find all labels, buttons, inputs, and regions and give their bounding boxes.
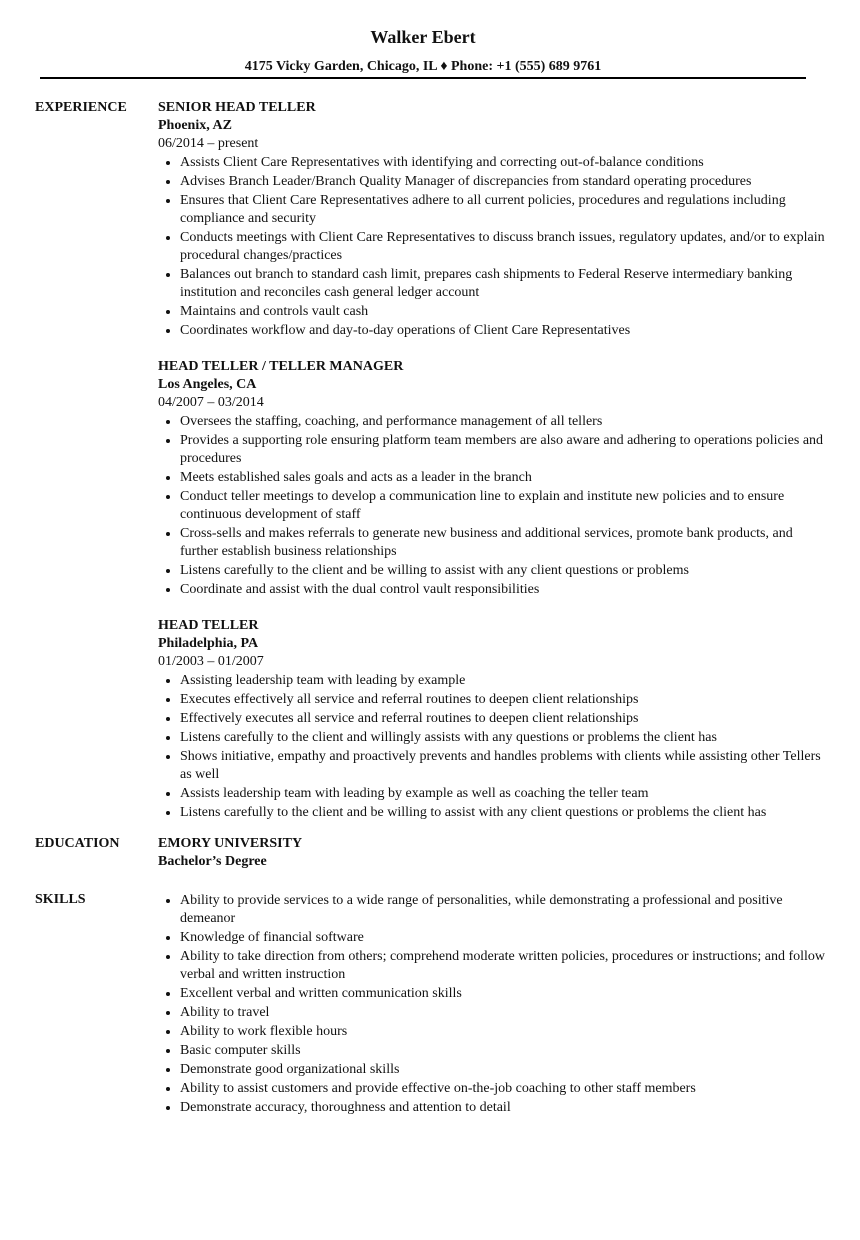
job-location: Los Angeles, CA <box>158 377 257 392</box>
skill-item: • Ability to take direction from others; comprehend moderate written policies, procedures or instructions; and follow verbal and written instruction <box>180 947 828 984</box>
section-title-education: EDUCATION <box>35 836 120 851</box>
bullet-item: • Assisting leadership team with leading by example <box>180 671 828 690</box>
bullet-item: • Coordinate and assist with the dual control vault responsibilities <box>180 580 828 599</box>
bullet-item: • Ensures that Client Care Representatives adhere to all current policies, procedures and regulations including compliance and security <box>180 191 828 228</box>
experience-body <box>158 99 828 840</box>
job-bullets <box>158 412 828 599</box>
bullet-item: • Assists leadership team with leading by example as well as coaching the teller team <box>180 784 828 803</box>
job-title: HEAD TELLER / TELLER MANAGER <box>158 359 404 374</box>
degree: Bachelor’s Degree <box>158 854 267 869</box>
bullet-item: • Meets established sales goals and acts as a leader in the branch <box>180 468 828 487</box>
bullet-item: • Advises Branch Leader/Branch Quality Manager of discrepancies from standard operating procedures <box>180 172 828 191</box>
bullet-item: • Listens carefully to the client and be willing to assist with any client questions or problems the client has <box>180 803 828 822</box>
bullet-item: • Listens carefully to the client and be willing to assist with any client questions or problems <box>180 561 828 580</box>
job-entry <box>158 358 828 599</box>
education-body <box>158 835 828 871</box>
bullet-item: • Oversees the staffing, coaching, and performance management of all tellers <box>180 412 828 431</box>
job-entry <box>158 99 828 340</box>
skill-item: • Basic computer skills <box>180 1041 828 1060</box>
bullet-item: • Provides a supporting role ensuring platform team members are also aware and adhering to operations policies and procedures <box>180 431 828 468</box>
bullet-item: • Balances out branch to standard cash limit, prepares cash shipments to Federal Reserve intermediary banking institution and reconciles cash general ledger account <box>180 265 828 302</box>
bullet-item: • Executes effectively all service and referral routines to deepen client relationships <box>180 690 828 709</box>
skill-item: • Ability to provide services to a wide range of personalities, while demonstrating a professional and positive demeanor <box>180 891 828 928</box>
job-dates: 01/2003 – 01/2007 <box>158 654 264 669</box>
contact-line: 4175 Vicky Garden, Chicago, IL ♦ Phone: +1 (555) 689 9761 <box>244 59 602 74</box>
job-bullets <box>158 153 828 340</box>
school-name: EMORY UNIVERSITY <box>158 836 303 851</box>
resume-header <box>0 26 846 76</box>
bullet-item: • Listens carefully to the client and willingly assists with any questions or problems the client has <box>180 728 828 747</box>
bullet-item: • Assists Client Care Representatives with identifying and correcting out-of-balance conditions <box>180 153 828 172</box>
skills-body <box>158 891 828 1117</box>
bullet-item: • Shows initiative, empathy and proactively prevents and handles problems with clients while assisting other Tellers as well <box>180 747 828 784</box>
skill-item: • Ability to work flexible hours <box>180 1022 828 1041</box>
section-title-experience: EXPERIENCE <box>35 100 127 115</box>
bullet-item: • Cross-sells and makes referrals to generate new business and additional services, promote bank products, and further establish business relationships <box>180 524 828 561</box>
skills-list <box>158 891 828 1117</box>
bullet-item: • Conduct teller meetings to develop a communication line to explain and institute new policies and to ensure continuous development of staff <box>180 487 828 524</box>
bullet-item: • Coordinates workflow and day-to-day operations of Client Care Representatives <box>180 321 828 340</box>
job-location: Philadelphia, PA <box>158 636 259 651</box>
skill-item: • Demonstrate accuracy, thoroughness and attention to detail <box>180 1098 828 1117</box>
job-dates: 06/2014 – present <box>158 136 259 151</box>
job-location: Phoenix, AZ <box>158 118 232 133</box>
skill-item: • Ability to travel <box>180 1003 828 1022</box>
section-title-skills: SKILLS <box>35 892 86 907</box>
skill-item: • Knowledge of financial software <box>180 928 828 947</box>
bullet-item: • Effectively executes all service and referral routines to deepen client relationships <box>180 709 828 728</box>
candidate-name: Walker Ebert <box>370 27 476 47</box>
job-title: SENIOR HEAD TELLER <box>158 100 316 115</box>
job-entry <box>158 617 828 822</box>
job-dates: 04/2007 – 03/2014 <box>158 395 264 410</box>
skill-item: • Excellent verbal and written communication skills <box>180 984 828 1003</box>
skill-item: • Ability to assist customers and provide effective on-the-job coaching to other staff members <box>180 1079 828 1098</box>
job-title: HEAD TELLER <box>158 618 259 633</box>
bullet-item: • Conducts meetings with Client Care Representatives to discuss branch issues, regulatory updates, and/or to explain procedural changes/practices <box>180 228 828 265</box>
header-divider <box>40 77 806 79</box>
bullet-item: • Maintains and controls vault cash <box>180 302 828 321</box>
skill-item: • Demonstrate good organizational skills <box>180 1060 828 1079</box>
job-bullets <box>158 671 828 822</box>
